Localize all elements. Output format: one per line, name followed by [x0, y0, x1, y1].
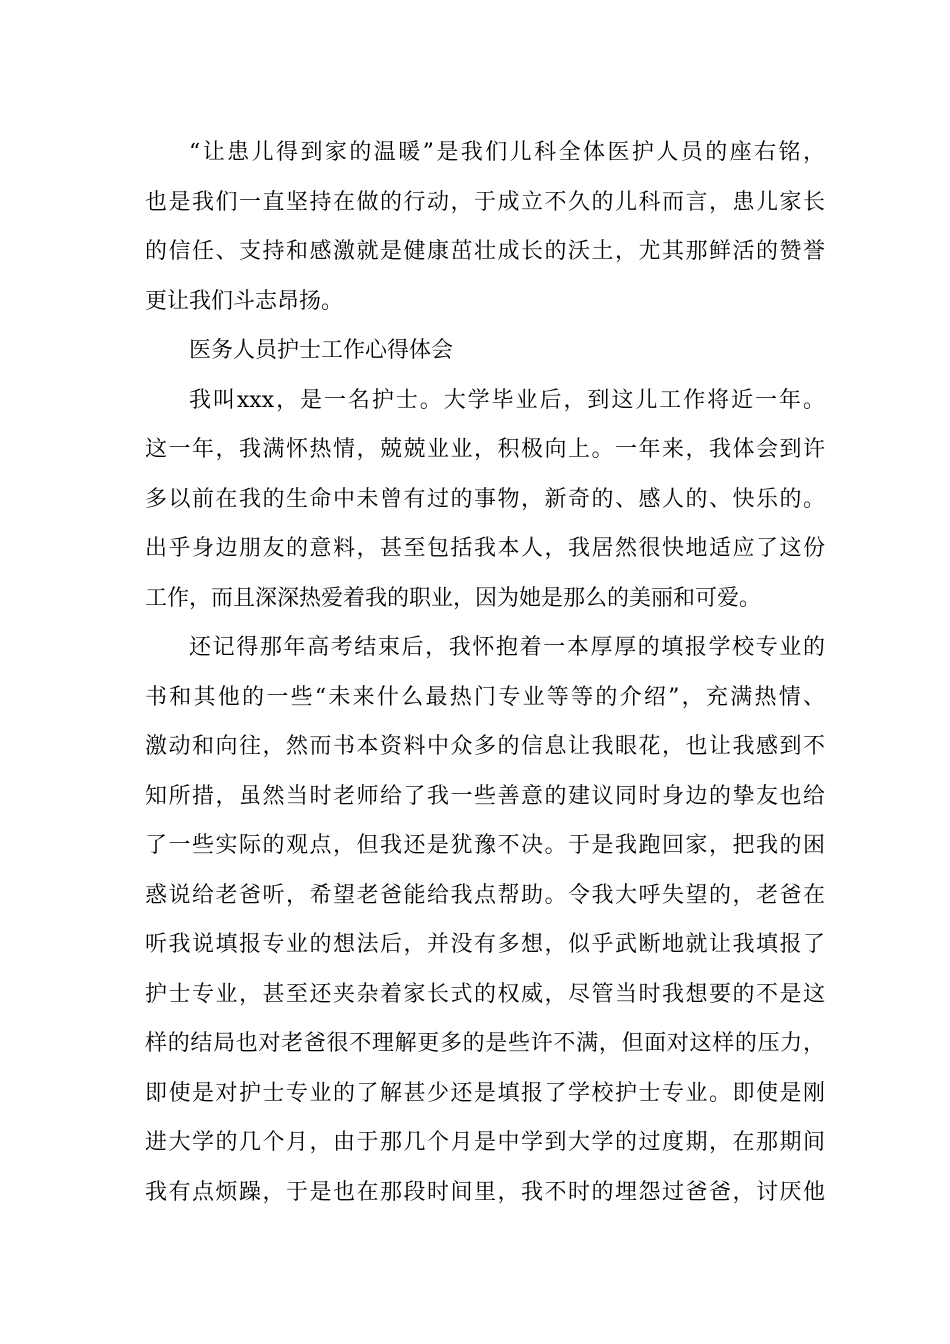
document-body	[145, 128, 825, 1217]
paragraph-line: 多以前在我的生命中未曾有过的事物，新奇的、感人的、快乐的。	[145, 486, 825, 512]
paragraph-line: 进大学的几个月，由于那几个月是中学到大学的过度期，在那期间	[145, 1130, 825, 1155]
paragraph-line: 我有点烦躁，于是也在那段时间里，我不时的埋怨过爸爸，讨厌他	[145, 1179, 825, 1205]
paragraph-line: 样的结局也对老爸很不理解更多的是些许不满，但面对这样的压力，	[145, 1031, 825, 1056]
paragraph-line: 这一年，我满怀热情，兢兢业业，积极向上。一年来，我体会到许	[145, 437, 825, 462]
paragraph-line: “让患儿得到家的温暖”是我们儿科全体医护人员的座右铭，	[189, 140, 825, 165]
section-heading: 医务人员护士工作心得体会	[189, 338, 454, 363]
paragraph-line: 还记得那年高考结束后，我怀抱着一本厚厚的填报学校专业的	[189, 635, 825, 660]
paragraph-line: 出乎身边朋友的意料，甚至包括我本人，我居然很快地适应了这份	[145, 536, 825, 561]
paragraph-line: 护士专业，甚至还夹杂着家长式的权威，尽管当时我想要的不是这	[145, 981, 825, 1007]
paragraph-line: 工作，而且深深热爱着我的职业，因为她是那么的美丽和可爱。	[145, 585, 762, 611]
paragraph-line: 的信任、支持和感激就是健康茁壮成长的沃土，尤其那鲜活的赞誉	[145, 239, 825, 264]
paragraph-line: 更让我们斗志昂扬。	[145, 288, 344, 314]
paragraph-line: 书和其他的一些“未来什么最热门专业等等的介绍”，充满热情、	[145, 684, 825, 710]
paragraph-line: 即使是对护士专业的了解甚少还是填报了学校护士专业。即使是刚	[145, 1080, 825, 1106]
paragraph-line: 知所措，虽然当时老师给了我一些善意的建议同时身边的挚友也给	[145, 783, 825, 809]
paragraph-line: 惑说给老爸听，希望老爸能给我点帮助。令我大呼失望的，老爸在	[145, 882, 825, 908]
paragraph-line: 了一些实际的观点，但我还是犹豫不决。于是我跑回家，把我的困	[145, 833, 825, 858]
paragraph-line: 我叫xxx，是一名护士。大学毕业后，到这儿工作将近一年。	[189, 387, 825, 413]
paragraph-line: 也是我们一直坚持在做的行动，于成立不久的儿科而言，患儿家长	[145, 189, 825, 215]
paragraph-line: 听我说填报专业的想法后，并没有多想，似乎武断地就让我填报了	[145, 932, 825, 957]
paragraph-line: 激动和向往，然而书本资料中众多的信息让我眼花，也让我感到不	[145, 734, 825, 759]
